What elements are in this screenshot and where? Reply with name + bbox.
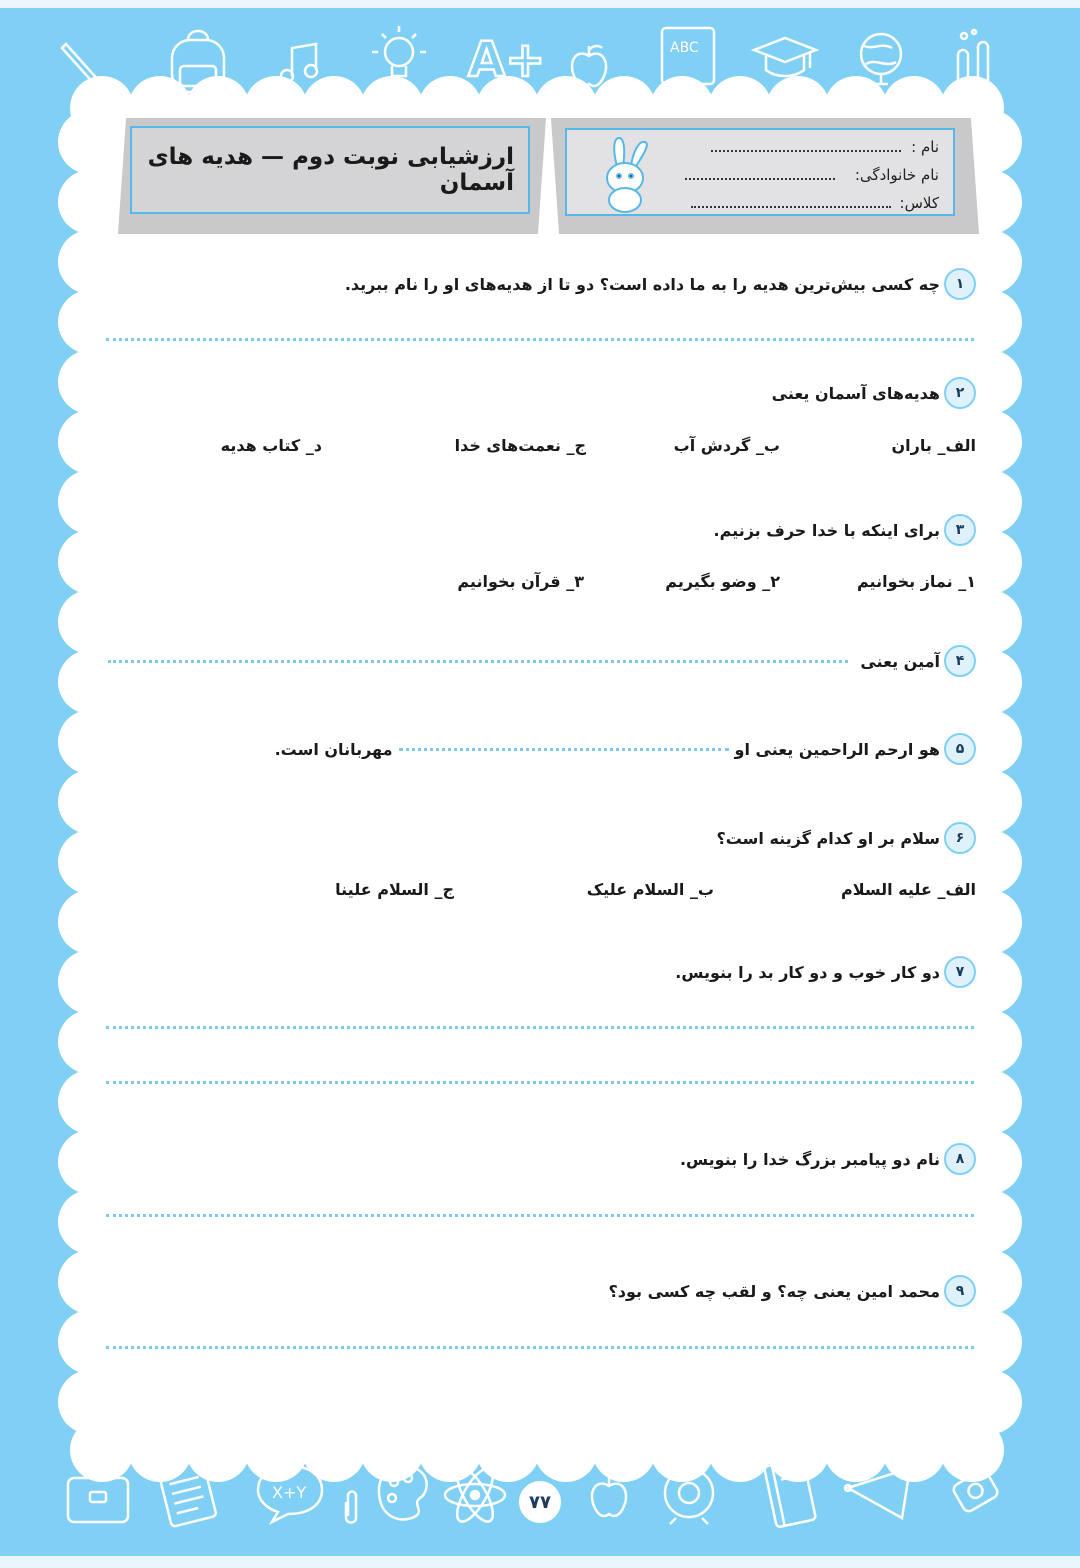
question-6 [716,822,976,854]
math-bubble-icon [254,1462,326,1524]
scallop-edge [958,890,1022,954]
scallop-edge [58,950,122,1014]
answer-line[interactable] [106,1081,974,1084]
geometry-icon [840,1458,920,1526]
question-number: ۹ [944,1275,976,1307]
pencil-icon [60,36,110,92]
paperclip-icon [338,1488,364,1528]
scallop-edge [58,410,122,474]
briefcase-icon [62,1462,134,1528]
option-a[interactable]: الف_ باران [891,436,976,455]
scallop-edge [958,1010,1022,1074]
question-text: هو ارحم الراحمین یعنی او [734,739,940,759]
question-text: دو کار خوب و دو کار بد را بنویس. [675,962,940,982]
book-icon [762,1456,818,1530]
scallop-edge [958,1310,1022,1374]
lightbulb-icon [368,22,430,92]
bottom-strip [0,1556,1080,1568]
paint-palette-icon [372,1462,434,1526]
scallop-edge [58,350,122,414]
option-b[interactable]: ب_ گردش آب [673,436,780,455]
scallop-edge [58,1190,122,1254]
top-strip [0,0,1080,8]
abc-book-icon [658,24,718,88]
family-label: نام خانوادگی: [854,166,939,184]
scallop-edge [58,290,122,354]
question-5 [275,733,976,765]
question-number: ۱ [944,268,976,300]
scallop-edge [58,1250,122,1314]
question-text: نام دو پیامبر بزرگ خدا را بنویس. [679,1149,940,1169]
apple-icon-bottom [586,1470,632,1522]
question-9 [608,1275,976,1307]
bell-icon [656,1460,722,1526]
scallop-edge [58,710,122,774]
scallop-edge [58,830,122,894]
question-text: محمد امین یعنی چه؟ و لقب چه کسی بود؟ [608,1281,940,1301]
scallop-edge [958,1370,1022,1434]
question-text: هدیه‌های آسمان یعنی [771,383,940,403]
worksheet-paper [88,104,992,1448]
class-label: کلاس: [899,194,939,212]
option-3[interactable]: ۳_ قرآن بخوانیم [457,572,584,591]
question-text: برای اینکه با خدا حرف بزنیم. [713,520,940,540]
scallop-edge [958,1070,1022,1134]
test-tubes-icon [950,28,996,98]
scallop-edge [58,170,122,234]
scallop-edge [58,1010,122,1074]
option-2[interactable]: ۲_ وضو بگیریم [665,572,780,591]
question-suffix: مهربانان است. [274,739,393,759]
question-text: چه کسی بیش‌ترین هدیه را به ما داده است؟ دو تا از هدیه‌های او را نام ببرید. [344,274,940,294]
a-plus-icon [466,32,546,88]
apple-icon [566,40,612,92]
scallop-edge [58,1130,122,1194]
question-4 [860,645,976,677]
option-c[interactable]: ج_ السلام علینا [335,880,454,899]
scallop-edge [58,770,122,834]
svg-text:X+Y: X+Y [272,1483,307,1502]
answer-line[interactable] [106,338,974,341]
question-text: آمین یعنی [860,651,940,671]
title-box [130,126,530,214]
scallop-edge [58,1070,122,1134]
backpack-icon [160,26,236,96]
answer-line[interactable] [106,1026,974,1029]
scallop-edge [58,590,122,654]
option-1[interactable]: ۱_ نماز بخوانیم [857,572,976,591]
music-note-icon [278,40,324,86]
page-title: ارزشیابی نوبت دوم — هدیه های آسمان [147,144,514,196]
option-b[interactable]: ب_ السلام علیک [586,880,714,899]
name-field[interactable] [711,150,901,152]
bunny-icon [595,136,657,218]
question-number: ۴ [944,645,976,677]
scallop-edge [58,1310,122,1374]
question-8 [680,1143,976,1175]
question-text: سلام بر او کدام گزینه است؟ [716,828,940,848]
globe-icon [852,28,910,90]
question-number: ۸ [944,1143,976,1175]
scallop-edge [58,470,122,534]
name-label: نام : [911,138,939,156]
question-7 [675,956,976,988]
scallop-edge [958,1190,1022,1254]
option-c[interactable]: ج_ نعمت‌های خدا [454,436,586,455]
question-number: ۲ [944,377,976,409]
question-number: ۷ [944,956,976,988]
answer-line[interactable] [108,660,848,663]
answer-blank[interactable] [399,748,729,751]
question-number: ۳ [944,514,976,546]
svg-text:A+: A+ [468,32,546,88]
scallop-edge [58,530,122,594]
answer-line[interactable] [106,1346,974,1349]
class-field[interactable] [691,206,891,208]
answer-line[interactable] [106,1214,974,1217]
question-2 [772,377,976,409]
question-number: ۵ [944,733,976,765]
question-number: ۶ [944,822,976,854]
sharpener-icon [946,1460,1004,1520]
option-d[interactable]: د_ کتاب هدیه [220,436,322,455]
svg-text:ABC: ABC [670,40,699,56]
question-3 [714,514,976,546]
option-a[interactable]: الف_ علیه السلام [840,880,976,899]
student-info-box [565,128,955,216]
family-field[interactable] [685,178,835,180]
notepad-icon [152,1456,224,1528]
graduation-cap-icon [752,34,818,82]
page-number: ۷۷ [516,1478,564,1526]
scallop-edge [58,110,122,174]
atom-icon [440,1460,510,1530]
scallop-edge [58,890,122,954]
scallop-edge [58,230,122,294]
scallop-edge [58,1370,122,1434]
question-1 [345,268,976,300]
